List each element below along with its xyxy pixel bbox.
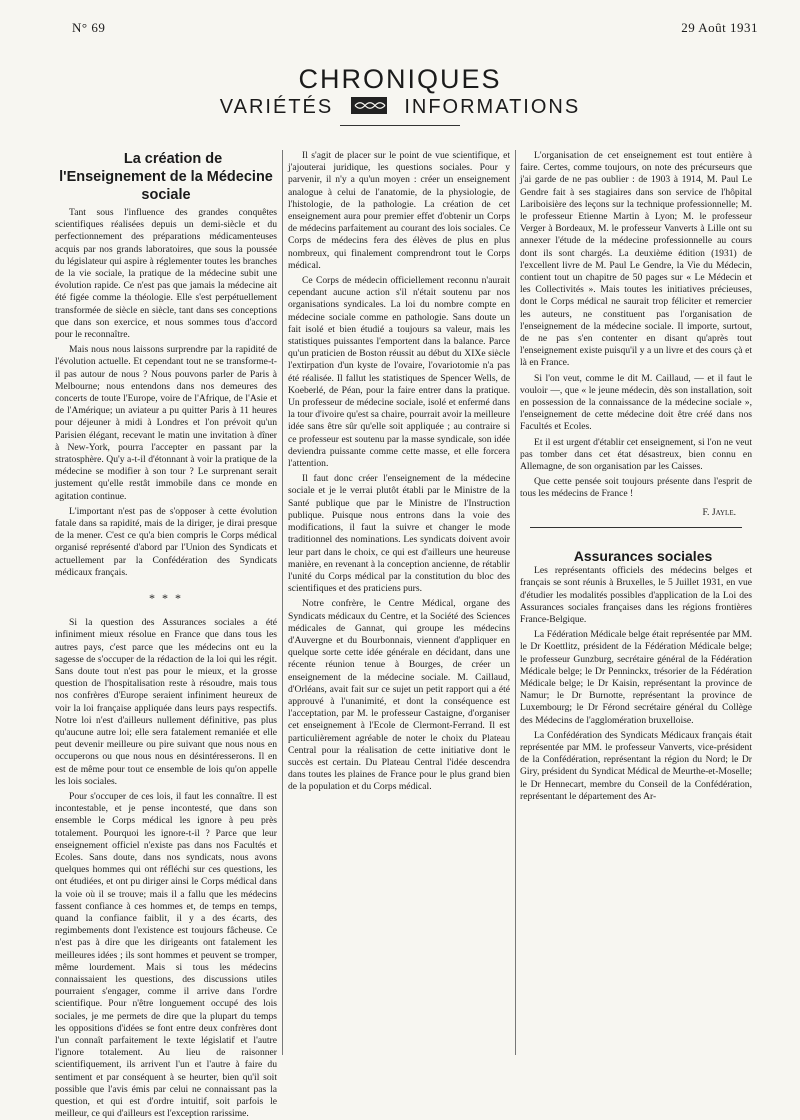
- article-paragraph: Il faut donc créer l'enseignement de la médecine sociale et je le verrai plutôt établi par le Ministre de la Santé publique que par le Ministre de l'Instruction publique. Puisque nous entrons dans la voie des modifications, il faut la suivre et changer le mode traditionnel des nominations. Les syndicats doivent avoir leur part dans le choix, ce qui est d'ailleurs une heureuse manière, en revenant à la conception ancienne, de rétablir l'unité du Corps médical par la constitution du bloc des scientifiques et des praticiens purs.: [288, 473, 510, 595]
- article-signature: F. Jayle.: [702, 506, 736, 518]
- section-title: CHRONIQUES: [298, 64, 502, 94]
- article-title: Assurances sociales: [573, 547, 713, 564]
- header-rule: [340, 125, 460, 126]
- article-paragraph: Si l'on veut, comme le dit M. Caillaud, — et il faut le vouloir —, que « le jeune médecin, dès son installation, soit en possession de la connaissance de la médecine sociale », l'enseignement de cette médecine doit être créé dans nos Facultés et Ecoles.: [520, 372, 752, 433]
- column-1: [55, 150, 277, 1120]
- article-paragraph: La Fédération Médicale belge était représentée par MM. le Dr Koettlitz, président de la Fédération Médicale belge; le professeur Gunzburg, secrétaire général de la Fédération Médicale belge; le Dr Penninckx, trésorier de la Fédération Médicale belge; le Dr Kaisin, représentant la province de Namur; le Dr Burnotte, représentant la province de Luxembourg; le Dr Férond secrétaire général du Collège des Médecins de l'agglomération bruxelloise.: [520, 629, 752, 726]
- article-paragraph: Il s'agit de placer sur le point de vue scientifique, et j'ajouterai juridique, les questions sociales. Pour y parvenir, il n'y a qu'un moyen : créer un enseignement analogue à celui de l'anatomie, de la physiologie, de l'histologie, de la pathologie. La création de cet enseignement aura pour premier effet d'obtenir un Corps de médecins parfaitement au courant des lois sociales. Ce Corps de médecins fera des élèves de plus en plus nombreux, qui finalement comprendront tout le Corps médical.: [288, 150, 510, 271]
- article-paragraph: Et il est urgent d'établir cet enseignement, si l'on ne veut pas tomber dans cet état désastreux, bien connu en Allemagne, de son organisation par les Caisses.: [520, 436, 752, 473]
- column-divider: [282, 150, 283, 1055]
- article-paragraph: Mais nous nous laissons surprendre par la rapidité de l'évolution actuelle. Et cependant tout ne se transforme-t-il pas autour de nous ? Nous pouvons parler de Paris à Melbourne; nous entendons dans nos demeures des concerts de toute l'Europe, voire de l'Afrique, de l'Asie et de l'Amérique; un aviateur a pu quitter Paris à 11 heures pour déjeuner à midi à Londres et l'on prévoit qu'un Parisien élégant, recevant le matin une invitation à dîner à New-York, pourra l'accepter en passant par la stratosphère. Qu'y a-t-il d'étonnant à voir la pratique de la médecine se modifier à son tour ? Le surprenant serait justement qu'elle restât immobile dans ce monde en agitation continue.: [55, 344, 277, 502]
- section-stars: * * *: [149, 591, 183, 606]
- issue-date: 29 Août 1931: [681, 20, 758, 35]
- column-2: [288, 150, 510, 794]
- article-paragraph: Tant sous l'influence des grandes conquêtes scientifiques réalisées depuis un demi-siècle et du perfectionnement des préparations médicamenteuses acquis par nos grands laboratoires, que sous la poussée du législateur qui aspire à réglementer toutes les branches de la vie sociale, la pratique de la médecine subit une évolution rapide. Ce n'est pas que jamais la médecine ait été figée comme la théologie. Elle s'est perpétuellement transformée de siècle en siècle, tant dans ses conceptions que dans son exercice, et nous sommes tous d'accord pour le reconnaître.: [55, 207, 277, 341]
- article-paragraph: Les représentants officiels des médecins belges et français se sont réunis à Bruxelles, le 5 Juillet 1931, en vue d'étudier les modalités possibles d'application de la Loi des Assurances sociales françaises dans les régions frontières France-Belgique.: [520, 565, 752, 625]
- column-divider: [515, 150, 516, 1055]
- article-paragraph: L'organisation de cet enseignement est tout entière à faire. Certes, comme toujours, on note des précurseurs que j'ai garde de ne pas oublier : de 1903 à 1914, M. Paul Le Gendre fait à ses stagiaires dans son service de l'hôpital Lariboisière des leçons sur la technique professionnelle; M. le professeur Etienne Martin à Lyon; M. le professeur Verger à Bordeaux, M. le professeur Vanverts à Lille ont su annexer l'étude de la médecine professionnelle au cours dont ils sont chargés. La deuxième édition (1931) de l'excellent livre de M. Paul Le Gendre, la Vie du Médecin, contient tout un chapitre de 50 pages sur « Le Médecin et les Collectivités ». Mais toutes les initiatives précieuses, dont le Corps médical ne saurait trop féliciter et remercier les auteurs, ne constituent pas l'organisation de l'enseignement de la médecine sociale. Il importe, surtout, de ne pas s'en contenter en disant qu'après tout l'enseignement existe puisqu'il y a un livre et des cours çà et là en France.: [520, 150, 752, 369]
- column-3: [520, 150, 752, 803]
- section-subtitle: [0, 96, 800, 119]
- subtitle-right: INFORMATIONS: [404, 96, 581, 118]
- page-header-line: [72, 20, 758, 42]
- article-paragraph: La Confédération des Syndicats Médicaux français était représentée par MM. le professeur Vanverts, vice-président de la Confédération, représentant la région du Nord; le Dr Giry, président du Syndicat Médical de Meurthe-et-Moselle; le Dr Hennecart, membre du Conseil de la Confédération, représentant le département des Ar-: [520, 729, 752, 802]
- article-paragraph: Ce Corps de médecin officiellement reconnu n'aurait cependant aucune action s'il n'était soutenu par nos organisations syndicales. La loi du nombre compte en médecine sociale comme en pathologie. Sans doute un fait isolé et bien étudié a toujours sa valeur, mais les statistiques puissantes l'emportent dans la balance. Parce qu'un praticien de Boston réussit au début du XIXe siècle l'extirpation d'un kyste de l'ovaire, l'ovariotomie n'a pas été réalisée. Il fallut les statistiques de Spencer Wells, de Koeberlé, de Péan, pour la faire entrer dans la pratique. Un professeur de médecine sociale, isolé et enfermé dans la tour d'ivoire qu'est sa chaire, pourrait avoir la meilleure idée sans être sûr qu'elle soit appliquée ; au contraire si ce professeur est soutenu par la masse syndicale, son idée deviendra puissante comme cette masse, et elle forcera l'attention.: [288, 275, 510, 470]
- article-paragraph: Si la question des Assurances sociales a été infiniment mieux résolue en France que dans tous les autres pays, c'est parce que les médecins ont eu la sagesse de s'occuper de la rédaction de la loi qui les régit. Sans doute tout n'est pas pour le mieux, et la grosse question de l'hospitalisation reste à résoudre, mais tous nos confrères d'Europe seraient infiniment heureux de voir la loi française appliquée dans leurs pays respectifs. Notre loi n'est d'ailleurs nullement définitive, pas plus qu'aucune autre loi; elle sera fatalement remaniée et elle peut devenir meilleure ou pire suivant que nous nous en occuperons ou que nous nous en désintéresserons. Il en est de même pour tout ce ensemble de lois qu'on appelle les lois sociales.: [55, 617, 277, 787]
- article-end-rule: [530, 527, 742, 528]
- article-paragraph: Notre confrère, le Centre Médical, organe des Syndicats médicaux du Centre, et la Société des Sciences médicales de Gannat, qui groupe les médecins d'Auvergne et du Bourbonnais, viennent d'appliquer en quelque sorte cette idée générale en décidant, dans une récente réunion tenue à Bourges, de créer un enseignement de la médecine sociale. M. Caillaud, d'Orléans, avait fait sur ce sujet un petit rapport qui a été approuvé à l'unanimité, et dont la conséquence est l'acceptation, par M. le professeur Castaigne, d'organiser cet enseignement à l'Ecole de Clermont-Ferrand. Il est particulièrement agréable de noter le choix du Plateau Central pour la réalisation de cette initiative dont le succès est certain. Du Plateau Central l'idée descendra dans toutes les plaines de France pour le plus grand bien de la population et du Corps médical.: [288, 598, 510, 793]
- ornament-icon: [351, 97, 387, 114]
- article-paragraph: Que cette pensée soit toujours présente dans l'esprit de tous les médecins de France !: [520, 476, 752, 500]
- article-paragraph: Pour s'occuper de ces lois, il faut les connaître. Il est incontestable, et je pense incontesté, que dans son ensemble le Corps médical les ignore à peu près totalement. Pourquoi les ignore-t-il ? Parce que leur enseignement officiel n'existe pas dans nos Facultés et Ecoles. Sans doute, dans nos syndicats, nous avons quelques hommes qui ont réfléchi sur ces questions, les ont étudiées, et ont pu diriger ainsi le Corps médical dans la voie où il se trouve; mais il a fallu que les médecins fassent confiance à ces hommes et, de temps en temps, quand la confiance faiblit, il y a des écarts, des regimbements dont l'existence est toujours fâcheuse. Ce n'est pas à dire que les dirigeants ont fatalement les meilleures idées ; ils sont hommes et peuvent se tromper, même lourdement. Mais si tous les médecins connaissaient les questions, des discussions utiles pourraient s'engager, comme il arrive dans l'ordre scientifique. Pour n'être longuement occupé des lois sociales, je me permets de dire que la plupart du temps les oppositions d'idées se font entre deux confrères dont l'un connaît parfaitement le texte législatif et l'autre l'ignore totalement. Au lieu de raisonner scientifiquement, ils arrivent l'un et l'autre à faire du sentiment et par conséquent à se heurter, bien qu'il soit possible que l'avis émis par celui ne connaissant pas la question, et qui est d'ordre intuitif, soit parfois le meilleur, ce qui d'ailleurs est l'exception rarissime.: [55, 790, 277, 1120]
- article-title: La création de l'Enseignement de la Médecine sociale: [59, 151, 273, 203]
- issue-number: N° 69: [72, 20, 106, 35]
- subtitle-left: VARIÉTÉS: [219, 96, 334, 118]
- article-paragraph: L'important n'est pas de s'opposer à cette évolution fatale dans sa rapidité, mais de la diriger, je dirai presque de la mener. C'est ce qu'a bien compris le Corps médical organisé représenté d'abord par l'Union des Syndicats et actuellement par la Confédération des Syndicats médicaux français.: [55, 505, 277, 578]
